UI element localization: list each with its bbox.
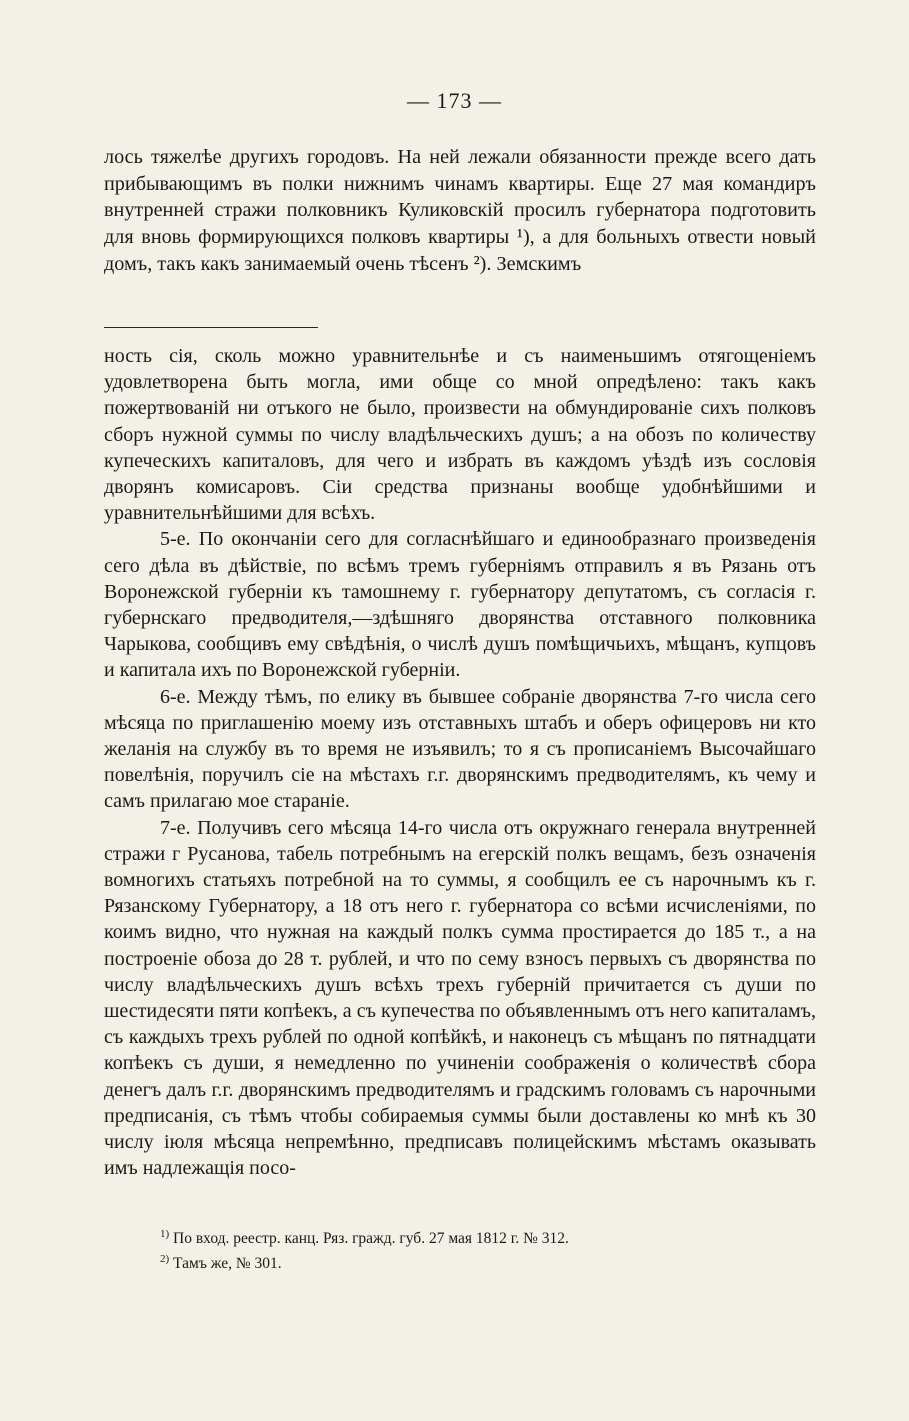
quote-paragraph-3: 6-е. Между тѣмъ, по елику въ бывшее собраніе дворянства 7-го числа сего мѣсяца по приглашенію моему изъ отставныхъ штабъ и оберъ офицеровъ ни кто желанія на службу въ то время не изъявилъ; то я съ прописаніемъ Высочайшаго повелѣнія, поручилъ сіе на мѣстахъ г.г. дворянскимъ предводителямъ, къ чему и самъ прилагаю мое стараніе. bbox=[104, 685, 816, 813]
footnotes bbox=[160, 1224, 810, 1274]
footnote-1-text: По вход. реестр. канц. Ряз. гражд. губ. 27 мая 1812 г. № 312. bbox=[173, 1230, 569, 1248]
footnote-2-text: Тамъ же, № 301. bbox=[173, 1255, 282, 1273]
quote-paragraph-2: 5-е. По окончаніи сего для согласнѣйшаго и единообразнаго произведенія сего дѣла въ дѣйствіе, по всѣмъ тремъ губерніямъ отправилъ я въ Рязань отъ Воронежской губерніи къ тамошнему г. губернатору депутатомъ, съ согласія г. губернскаго предводителя,—здѣшняго дворянства отставного полковника Чарыкова, сообщивъ ему свѣдѣнія, о числѣ душъ помѣщичьихъ, мѣщанъ, купцовъ и капитала ихъ по Воронежской губерніи. bbox=[104, 528, 816, 682]
footnote-divider bbox=[104, 327, 318, 328]
quote-paragraph-1: ность сія, сколь можно уравнительнѣе и съ наименьшимъ отягощеніемъ удовлетворена быть могла, ими обще со мной опредѣлено: такъ какъ пожертвованій ни отъкого не было, произвести на обмундированіе сихъ полковъ сборъ нужной суммы по числу владѣльческихъ душъ; а на обозъ по количеству купеческихъ капиталовъ, для чего и избрать въ каждомъ уѣздѣ изъ сословія дворянъ комисаровъ. Сіи средства признаны вообще удобнѣйшими и уравнительнѣйшими для всѣхъ. bbox=[104, 345, 816, 525]
page-number: — 173 — bbox=[407, 88, 502, 113]
quoted-document-block bbox=[104, 343, 816, 1182]
main-text-block bbox=[104, 144, 816, 278]
footnote-1-mark: 1) bbox=[160, 1228, 170, 1240]
quote-paragraph-4: 7-е. Получивъ сего мѣсяца 14-го числа отъ окружнаго генерала внутренней стражи г Русанова, табель потребнымъ на егерскій полкъ вещамъ, безъ означенія вомногихъ статьяхъ потребной на то суммы, я сообщилъ ее съ нарочнымъ къ г. Рязанскому Губернатору, а 18 отъ него г. губернатора со всѣми исчисленіями, по коимъ видно, что нужная на каждый полкъ сумма простирается до 185 т., а на построеніе обоза до 28 т. рублей, и что по сему взносъ первыхъ съ дворянства по числу владѣльческихъ душъ всѣхъ трехъ губерній причитается съ души по шестидесяти пяти копѣекъ, а съ купечества по объявленнымъ отъ него капиталамъ, съ каждыхъ трехъ рублей по одной копѣйкѣ, и наконецъ съ мѣщанъ по пятнадцати копѣекъ съ души, я немедленно по учиненіи соображенія о количествѣ сбора денегъ далъ г.г. дворянскимъ предводителямъ и градскимъ головамъ съ нарочными предписанія, съ тѣмъ чтобы собираемыя суммы были доставлены ко мнѣ къ 30 числу іюля мѣсяца непремѣнно, предписавъ полицейскимъ мѣстамъ оказывать имъ надлежащія посо- bbox=[104, 816, 816, 1180]
footnote-1 bbox=[160, 1224, 810, 1249]
footnote-2 bbox=[160, 1249, 810, 1274]
footnote-2-mark: 2) bbox=[160, 1253, 170, 1266]
main-paragraph: лось тяжелѣе другихъ городовъ. На ней лежали обязанности прежде всего дать прибывающимъ въ полки нижнимъ чинамъ квартиры. Еще 27 мая командиръ внутренней стражи полковникъ Куликовскій просилъ губернатора подготовить для вновь формирующихся полковъ квартиры ¹), а для больныхъ отвести новый домъ, такъ какъ занимаемый очень тѣсенъ ²). Земскимъ bbox=[104, 146, 816, 275]
